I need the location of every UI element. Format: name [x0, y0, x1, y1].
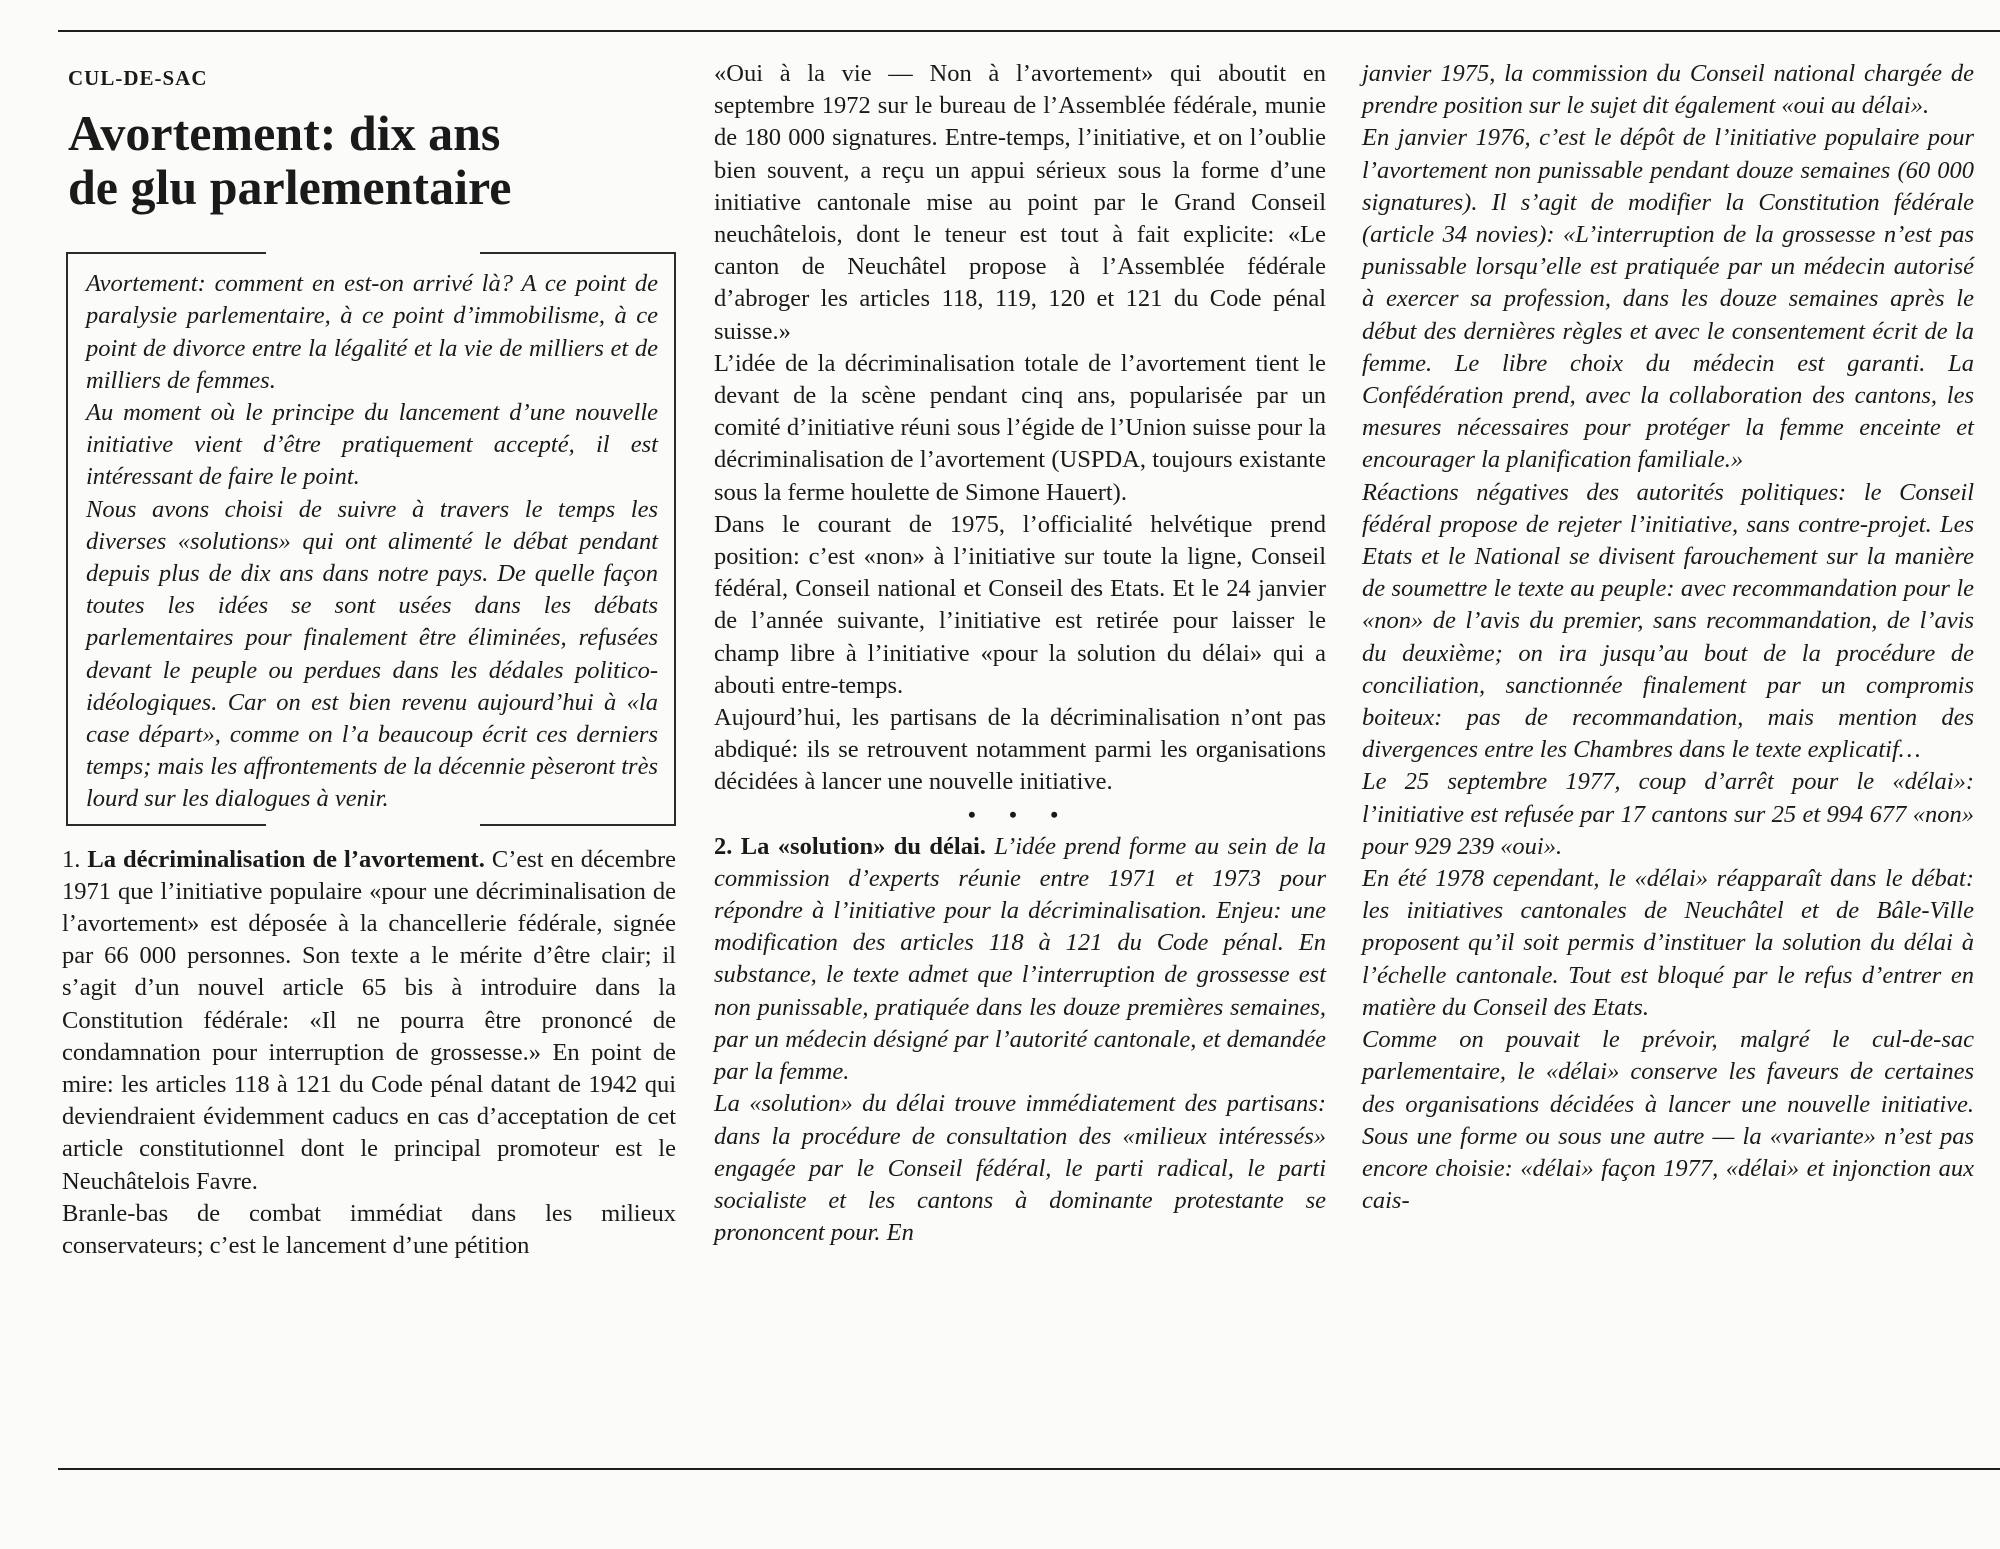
body-paragraph: L’idée de la décriminalisation totale de l’avortement tient le devant de la scène pendant cinq ans, popularisée par un comité d’initiative réuni sous l’égide de l’Union suisse pour la décriminalisation de l’avortement (USPDA, toujours existante sous la ferme houlette de Simone Hauert). — [714, 349, 1326, 506]
body-paragraph: Le 25 septembre 1977, coup d’arrêt pour le «délai»: l’initiative est refusée par 17 cantons sur 25 et 994 677 «non» pour 929 239 «oui». — [1362, 768, 1974, 860]
section-2-heading: La «solution» du délai. — [740, 832, 986, 860]
intro-border-bottom-right — [480, 824, 676, 826]
column-1 — [62, 58, 676, 1262]
body-paragraph: Réactions négatives des autorités politiques: le Conseil fédéral propose de rejeter l’initiative, sans contre-projet. Les Etats et le National se divisent farouchement sur la manière de soumettre le texte au peuple: avec recommandation pour le «non» de l’avis du premier, sans recommandation, de l’avis du deuxième; on ira jusqu’au bout de la procédure de conciliation, sanctionnée finalement par un compromis boiteux: pas de recommandation, mais mention des divergences entre les Chambres dans le texte explicatif… — [1362, 478, 1974, 764]
kicker: CUL-DE-SAC — [68, 66, 208, 90]
intro-border-top-right — [480, 252, 676, 254]
section-2-paragraph-2: La «solution» du délai trouve immédiatement des partisans: dans la procédure de consultation des «milieux intéressés» engagée par le Conseil fédéral, le parti radical, le parti socialiste et les cantons à dominante protestante se prononcent pour. En — [714, 1090, 1326, 1247]
section-separator: • • • — [967, 801, 1073, 827]
body-paragraph: Comme on pouvait le prévoir, malgré le cul-de-sac parlementaire, le «délai» conserve les faveurs de certaines des organisations décidées à lancer une nouvelle initiative. Sous une forme ou sous une autre — la «variante» n’est pas encore choisie: «délai» façon 1977, «délai» et injonction aux cais- — [1362, 1026, 1974, 1215]
section-2-number: 2. — [714, 832, 733, 860]
section-2-paragraph — [714, 831, 1326, 1089]
section-2-text: L’idée prend forme au sein de la commission d’experts réunie entre 1971 et 1973 pour répondre à l’initiative pour la décriminalisation. Enjeu: une modification des articles 118 à 121 du Code pénal. En substance, le texte admet que l’interruption de grossesse est non punissable, pratiquée dans les douze premières semaines, par un médecin désigné par l’autorité cantonale, et demandée par la femme. — [714, 832, 1327, 1086]
body-paragraph: Dans le courant de 1975, l’officialité helvétique prend position: c’est «non» à l’initiative sur toute la ligne, Conseil fédéral, Conseil national et Conseil des Etats. Et le 24 janvier de l’année suivante, l’initiative est retirée pour laisser le champ libre à l’initiative «pour la solution du délai» qui a abouti entre-temps. — [714, 510, 1326, 699]
intro-border-top-left — [66, 252, 266, 254]
section-1-heading: La décriminalisation de l’avortement. — [87, 845, 485, 873]
bottom-rule — [58, 1468, 2000, 1470]
body-paragraph: Aujourd’hui, les partisans de la décriminalisation n’ont pas abdiqué: ils se retrouvent notamment parmi les organisations décidées à lancer une nouvelle initiative. — [714, 704, 1326, 796]
column-2 — [714, 58, 1326, 1249]
body-paragraph: «Oui à la vie — Non à l’avortement» qui aboutit en septembre 1972 sur le bureau de l’Assemblée fédérale, munie de 180 000 signatures. Entre-temps, l’initiative, et on l’oublie bien souvent, a reçu un appui sérieux sous la forme d’une initiative cantonale mise au point par le Grand Conseil neuchâtelois, dont le teneur est tout à fait explicite: «Le canton de Neuchâtel propose à l’Assemblée fédérale d’abroger les articles 118, 119, 120 et 121 du Code pénal suisse.» — [714, 60, 1326, 345]
headline-line-1: Avortement: dix ans — [68, 105, 501, 162]
intro-border-bottom-left — [66, 824, 266, 826]
column-3 — [1362, 58, 1974, 1217]
section-1-paragraph-2: Branle-bas de combat immédiat dans les milieux conservateurs; c’est le lancement d’une pétition — [62, 1199, 676, 1260]
body-paragraph: En janvier 1976, c’est le dépôt de l’initiative populaire pour l’avortement non punissable pendant douze semaines (60 000 signatures). Il s’agit de modifier la Constitution fédérale (article 34 novies): «L’interruption de la grossesse n’est pas punissable lorsqu’elle est pratiquée par un médecin autorisé à exercer sa profession, dans les douze semaines après le début des dernières règles et avec le consentement écrit de la femme. Le libre choix du médecin est garanti. La Confédération prend, avec la collaboration des cantons, les mesures nécessaires pour protéger la femme enceinte et encourager la planification familiale.» — [1362, 124, 1974, 474]
headline — [68, 106, 676, 214]
intro-paragraph: Au moment où le principe du lancement d’une nouvelle initiative vient d’être pratiquement accepté, il est intéressant de faire le point. — [86, 399, 658, 491]
section-1-text: C’est en décembre 1971 que l’initiative populaire «pour une décriminalisation de l’avortement» est déposée à la chancellerie fédérale, signée par 66 000 personnes. Son texte a le mérite d’être clair; il s’agit d’un nouvel article 65 bis à introduire dans la Constitution fédérale: «Il ne pourra être prononcé de condamnation pour interruption de grossesse.» En point de mire: les articles 118 à 121 du Code pénal datant de 1942 qui deviendraient évidemment caducs en cas d’acceptation de cet article constitutionnel dont le principal promoteur est le Neuchâtelois Favre. — [62, 845, 677, 1195]
body-paragraph: En été 1978 cependant, le «délai» réapparaît dans le débat: les initiatives cantonales de Neuchâtel et de Bâle-Ville proposent qu’il soit permis d’instituer la solution du délai à l’échelle cantonale. Tout est bloqué par le refus d’entrer en matière du Conseil des Etats. — [1362, 865, 1974, 1021]
headline-line-2: de glu parlementaire — [68, 159, 512, 216]
intro-box — [66, 252, 676, 825]
section-1-paragraph — [62, 844, 676, 1198]
intro-paragraph: Avortement: comment en est-on arrivé là? A ce point de paralysie parlementaire, à ce point d’immobilisme, à ce point de divorce entre la légalité et la vie de milliers et de milliers de femmes. — [86, 270, 658, 394]
top-rule — [58, 30, 2000, 32]
intro-paragraph: Nous avons choisi de suivre à travers le temps les diverses «solutions» qui ont alimenté le débat pendant depuis plus de dix ans dans notre pays. De quelle façon toutes les idées se sont usées dans les débats parlementaires pour finalement être éliminées, refusées devant le peuple ou perdues dans les dédales politico-idéologiques. Car on est bien revenu aujourd’hui à «la case départ», comme on l’a beaucoup écrit ces derniers temps; mais les affrontements de la décennie pèseront très lourd sur les dialogues à venir. — [86, 495, 658, 813]
body-paragraph: janvier 1975, la commission du Conseil national chargée de prendre position sur le sujet dit également «oui au délai». — [1362, 60, 1974, 120]
section-1-number: 1. — [62, 845, 81, 873]
